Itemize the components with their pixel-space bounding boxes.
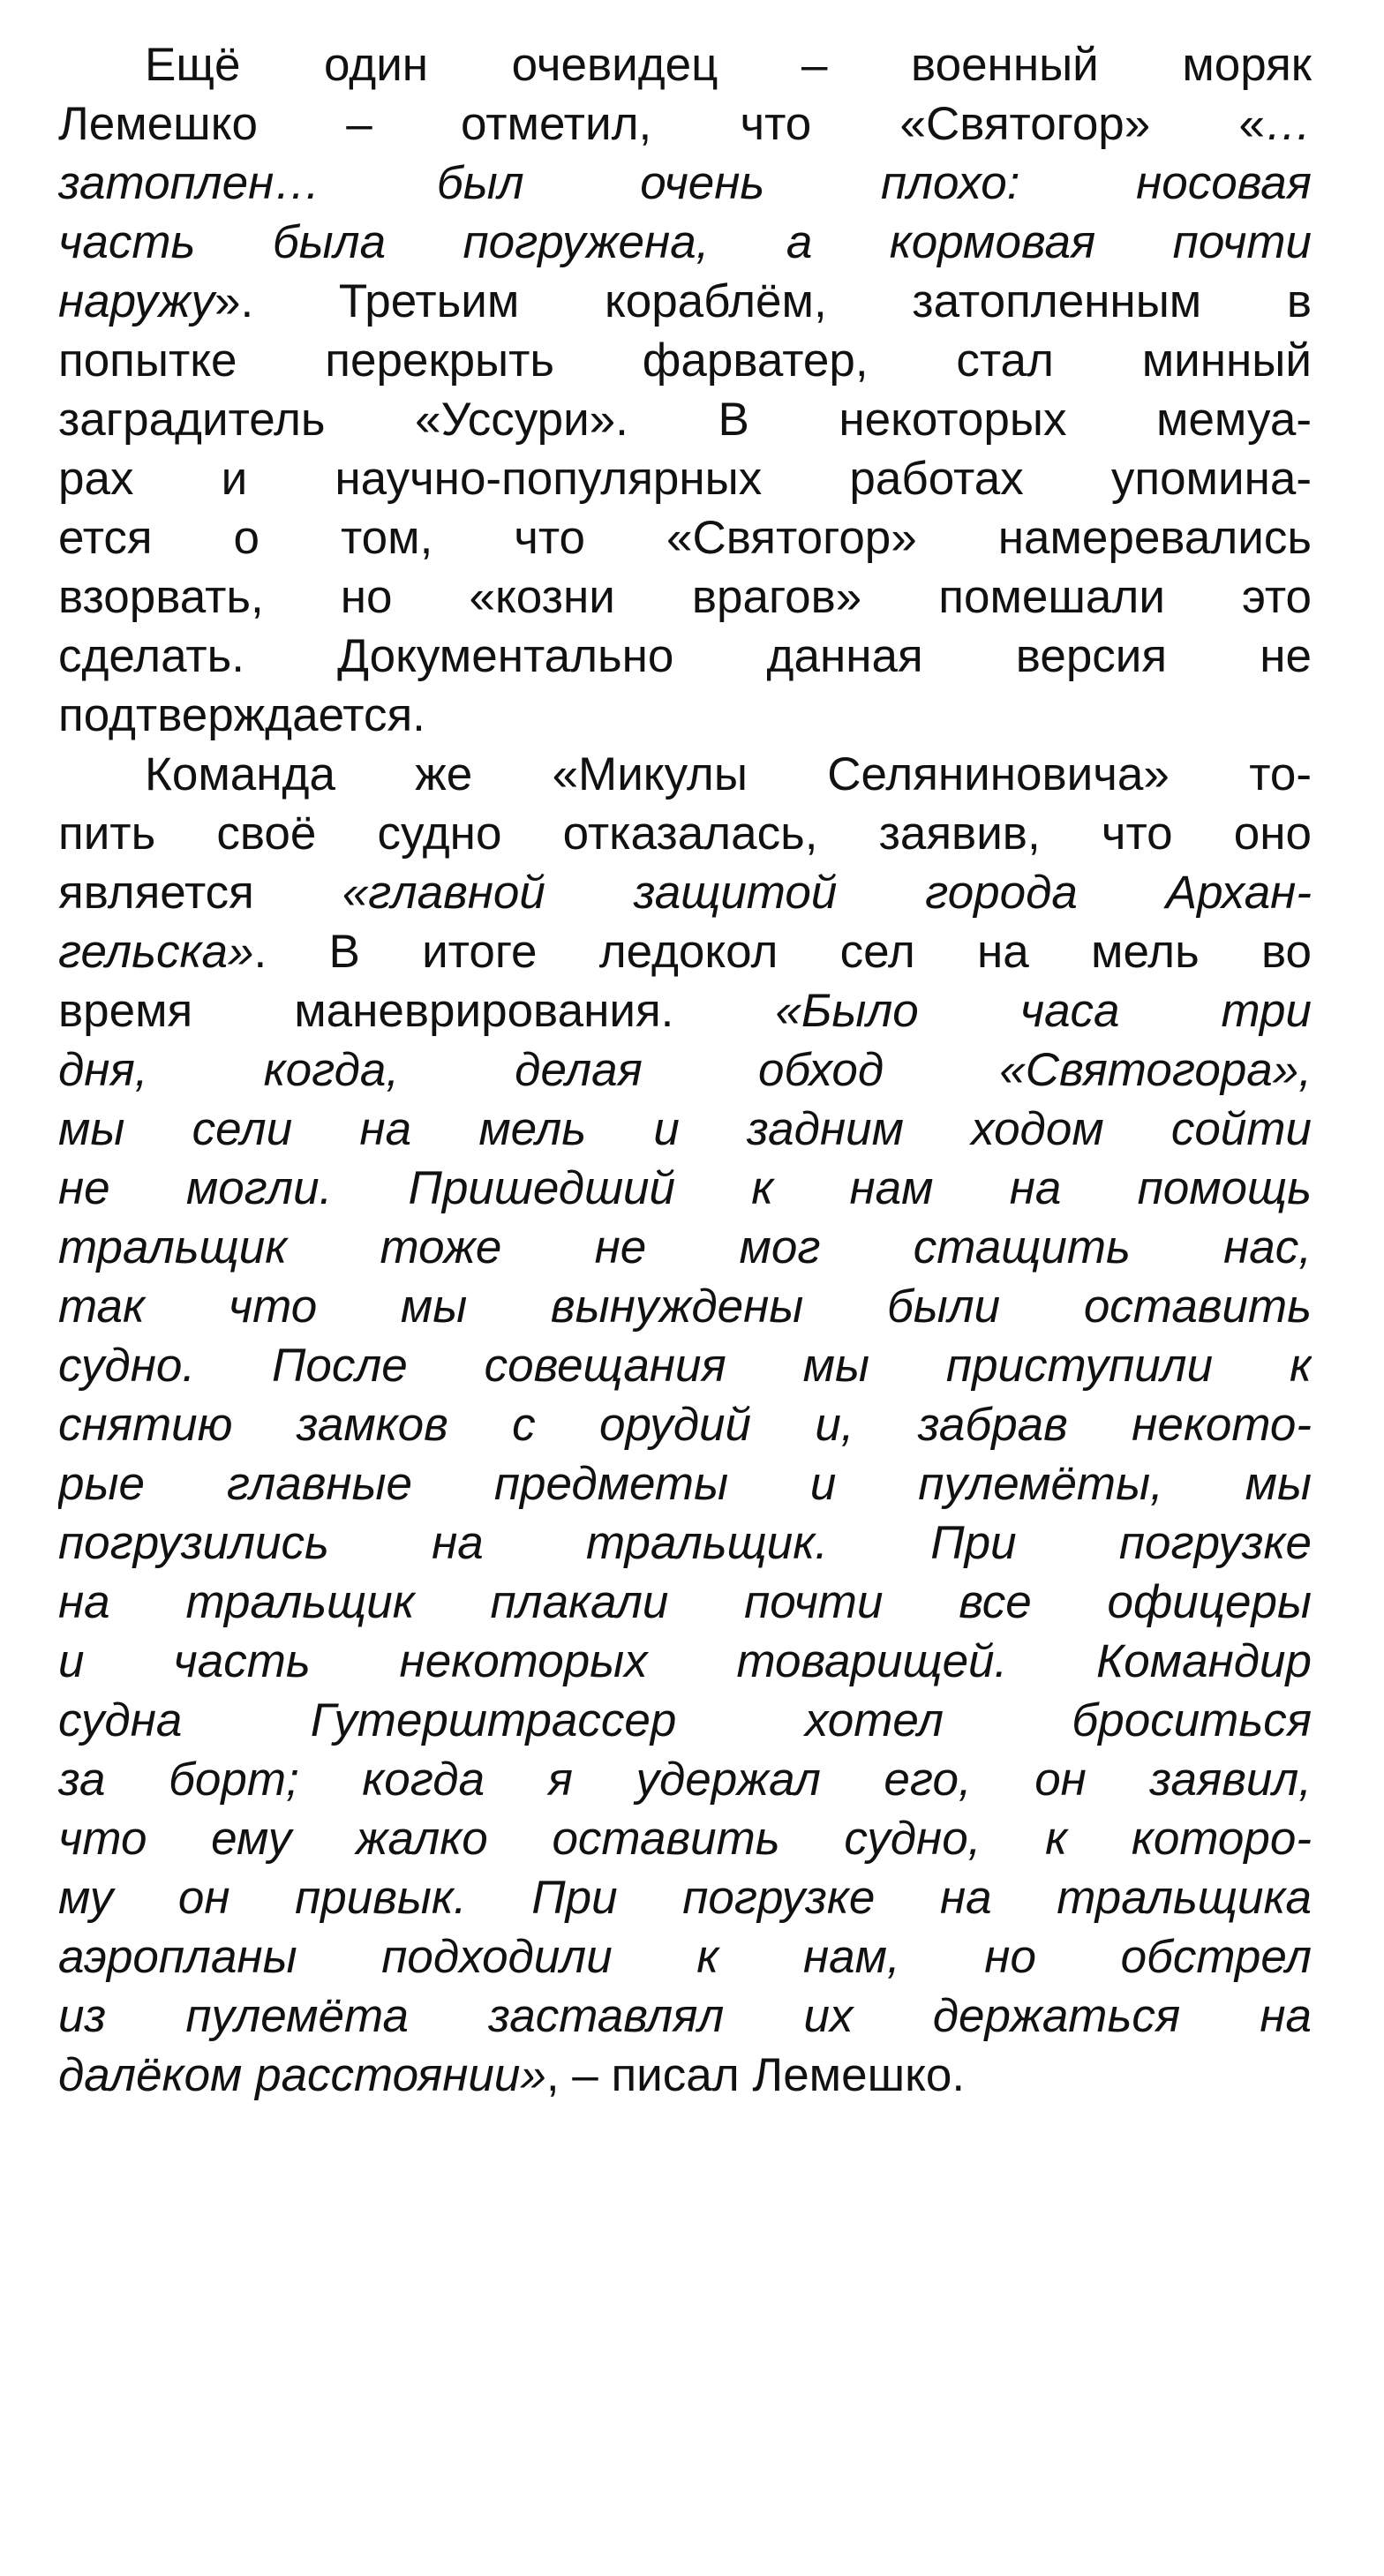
text-line [58,1040,1312,1100]
text-line [58,567,1312,627]
text-line [58,449,1312,508]
text-line [58,154,1312,213]
italic-quote-text: судна Гутерштрассер хотел броситься [58,1694,1312,1746]
italic-quote-text: погрузились на тральщик. При погрузке [58,1517,1312,1569]
text-line [58,1100,1312,1159]
text-line [58,213,1312,272]
text-line [58,745,1312,804]
text-segment: попытке перекрыть фарватер, стал минный [58,334,1312,387]
text-line [58,35,1312,94]
text-line [58,1573,1312,1632]
text-line [58,981,1312,1040]
text-segment: сделать. Документально данная версия не [58,630,1312,682]
document-page [58,35,1312,2105]
text-line [58,508,1312,567]
text-segment: Лемешко – отметил, что «Святогор» « [58,98,1265,150]
text-line [58,390,1312,449]
italic-quote-text: «главной защитой города Архан- [342,867,1312,919]
text-line [58,1632,1312,1691]
text-line [58,686,1312,745]
body-text [58,35,1312,2105]
italic-quote-text: снятию замков с орудий и, забрав некото- [58,1399,1312,1451]
text-line [58,1750,1312,1809]
text-line [58,94,1312,154]
italic-quote-text: что ему жалко оставить судно, к которо- [58,1813,1312,1865]
text-line [58,2046,1312,2105]
text-line [58,1395,1312,1454]
text-segment: . В итоге ледокол сел на мель во [253,926,1312,978]
text-line [58,1218,1312,1277]
italic-quote-text: часть была погружена, а кормовая почти [58,216,1312,268]
text-segment: время маневрирования. [58,985,776,1037]
text-line [58,272,1312,331]
italic-quote-text: судно. После совещания мы приступили к [58,1340,1312,1392]
text-line [58,1986,1312,2046]
italic-quote-text: дня, когда, делая обход «Святогора», [58,1044,1312,1096]
text-line [58,1454,1312,1513]
text-line [58,1336,1312,1395]
text-line [58,1513,1312,1573]
italic-quote-text: не могли. Пришедший к нам на помощь [58,1162,1312,1214]
italic-quote-text: наружу [58,275,215,327]
text-segment: пить своё судно отказалась, заявив, что оно [58,807,1312,860]
text-line [58,331,1312,390]
italic-quote-text: на тральщик плакали почти все офицеры [58,1576,1312,1628]
text-segment: заградитель «Уссури». В некоторых мемуа- [58,394,1312,446]
italic-quote-text: … [1265,98,1312,150]
italic-quote-text: аэропланы подходили к нам, но обстрел [58,1931,1312,1983]
text-segment: ется о том, что «Святогор» намеревались [58,512,1312,564]
italic-quote-text: так что мы вынуждены были оставить [58,1280,1312,1333]
text-segment: , – писал Лемешко. [545,2049,966,2101]
italic-quote-text: гельска» [58,926,254,978]
italic-quote-text: му он привык. При погрузке на тральщика [58,1872,1312,1924]
text-line [58,804,1312,863]
text-segment: взорвать, но «козни врагов» помешали это [58,571,1312,623]
text-segment: Команда же «Микулы Селяниновича» то- [145,748,1312,800]
text-line [58,922,1312,981]
text-line [58,1809,1312,1868]
italic-quote-text: далёком расстоянии» [58,2049,546,2101]
text-line [58,1159,1312,1218]
text-line [58,1868,1312,1927]
text-line [58,1691,1312,1750]
text-segment: подтверждается. [58,689,425,741]
text-line [58,1927,1312,1986]
italic-quote-text: и часть некоторых товарищей. Командир [58,1635,1312,1687]
text-segment: ». Третьим кораблём, затопленным в [214,275,1312,327]
italic-quote-text: за борт; когда я удержал его, он заявил, [58,1754,1312,1806]
italic-quote-text: рые главные предметы и пулемёты, мы [58,1458,1312,1510]
text-line [58,627,1312,686]
italic-quote-text: «Было часа три [775,985,1312,1037]
italic-quote-text: затоплен… был очень плохо: носовая [58,157,1312,209]
italic-quote-text: из пулемёта заставлял их держаться на [58,1990,1312,2042]
text-line [58,863,1312,922]
text-segment: Ещё один очевидец – военный моряк [145,39,1312,91]
text-segment: является [58,867,342,919]
text-line [58,1277,1312,1336]
italic-quote-text: тральщик тоже не мог стащить нас, [58,1221,1312,1273]
italic-quote-text: мы сели на мель и задним ходом сойти [58,1103,1312,1155]
text-segment: рах и научно-популярных работах упомина- [58,453,1312,505]
